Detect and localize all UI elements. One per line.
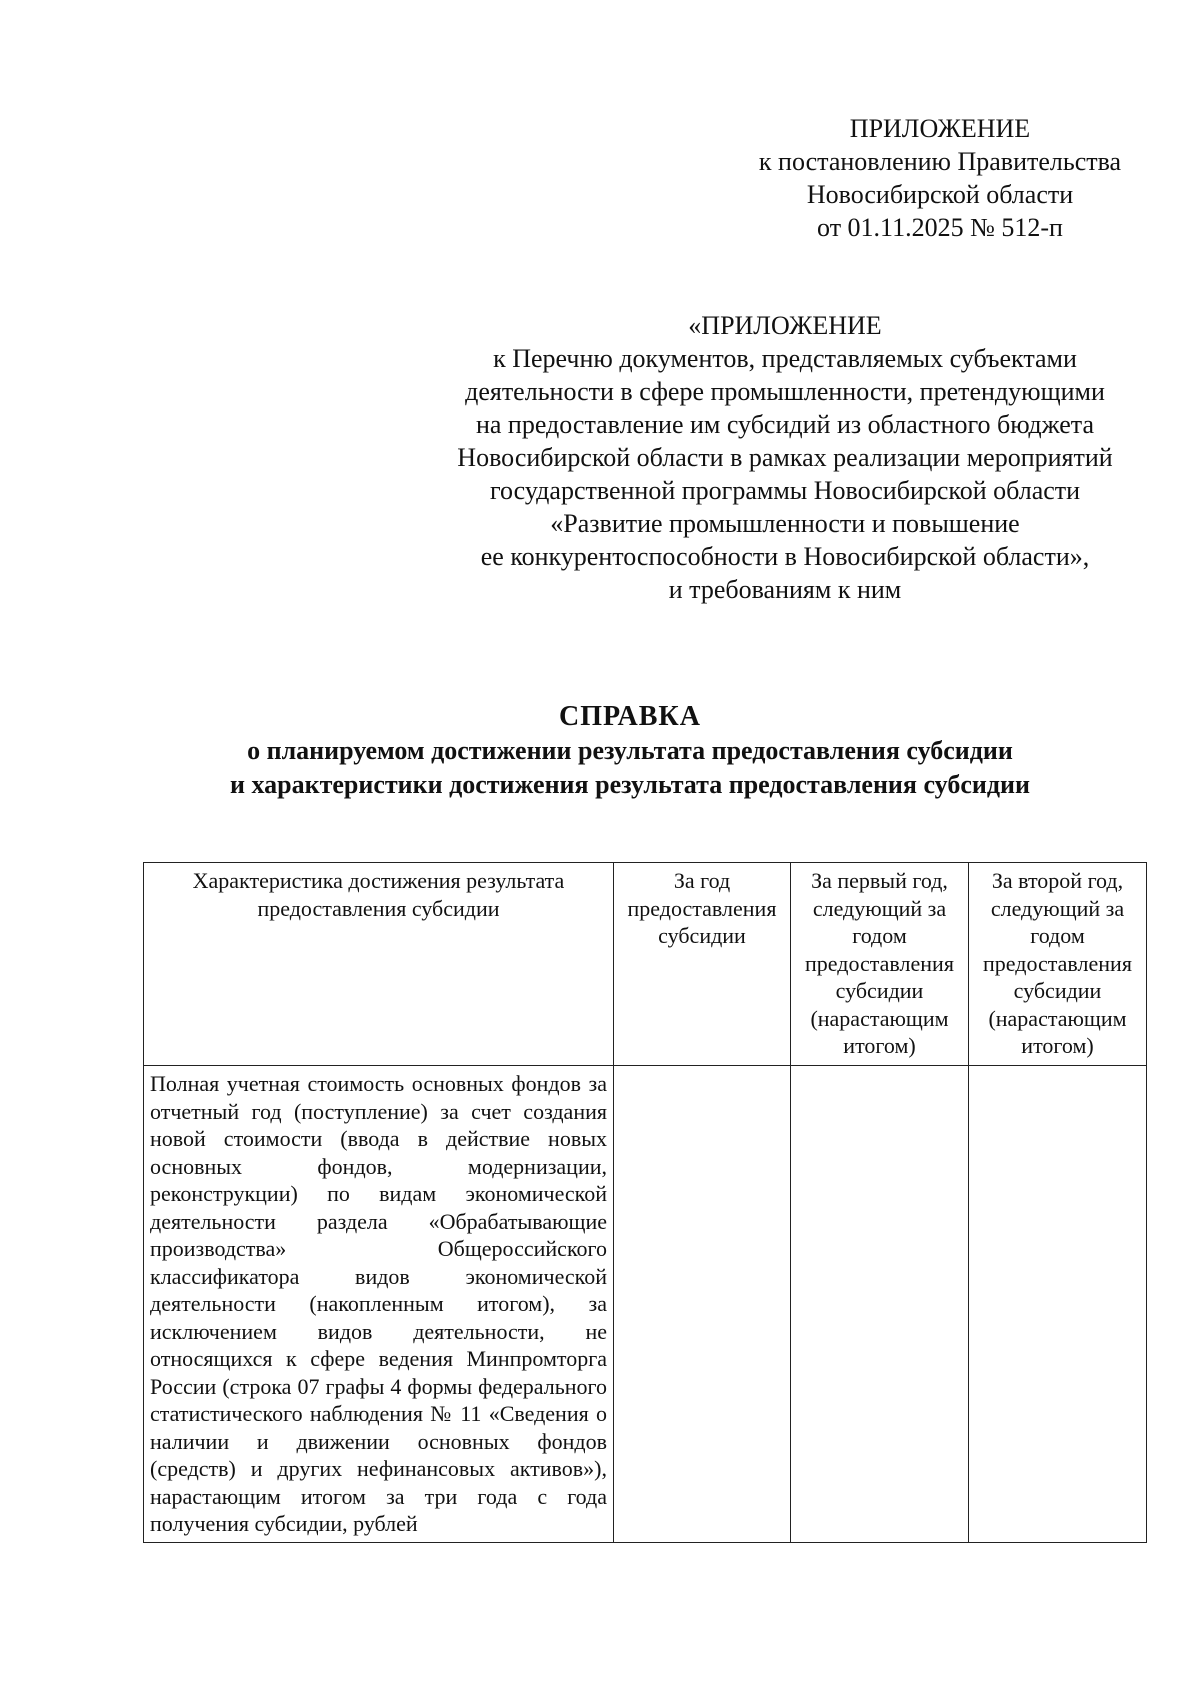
table-header-row bbox=[144, 863, 1147, 1066]
appendix-header-line: к постановлению Правительства bbox=[758, 147, 1122, 176]
row-description: Полная учетная стоимость основных фондов за отчетный год (поступление) за счет создания новой стоимости (ввода в действие новых основных фондов, модернизации, реконструкции) по видам экономической деятельности раздела «Обрабатывающие производства» Общероссийского классификатора видов экономической деятельности (накопленным итогом), за исключением видов деятельности, не относящихся к сфере ведения Минпромторга России (строка 07 графы 4 формы федерального статистического наблюдения № 11 «Сведения о наличии и движении основных фондов (средств) и других нефинансовых активов»), нарастающим итогом за три года с года получения субсидии, рублей bbox=[144, 1066, 614, 1543]
appendix-to-list-line: государственной программы Новосибирской области bbox=[489, 476, 1081, 505]
column-header-year-of-grant: За год предоставления субсидии bbox=[614, 863, 791, 1066]
title-subtitle-1: о планируемом достижении результата предоставления субсидии bbox=[247, 736, 1013, 765]
cell-year-of-grant[interactable] bbox=[614, 1066, 791, 1543]
appendix-header-date-number: от 01.11.2025 № 512-п bbox=[817, 213, 1063, 242]
appendix-to-list-line: деятельности в сфере промышленности, претендующими bbox=[465, 377, 1105, 406]
title-subtitle-2: и характеристики достижения результата предоставления субсидии bbox=[230, 770, 1030, 799]
column-header-second-year-after: За второй год, следующий за годом предоставления субсидии (нарастающим итогом) bbox=[969, 863, 1147, 1066]
appendix-to-list-line: к Перечню документов, представляемых субъектами bbox=[493, 344, 1077, 373]
appendix-to-list-line: и требованиям к ним bbox=[668, 575, 902, 604]
appendix-to-list-line: «Развитие промышленности и повышение bbox=[550, 509, 1020, 538]
column-header-characteristic: Характеристика достижения результата предоставления субсидии bbox=[144, 863, 614, 1066]
cell-first-year-after[interactable] bbox=[791, 1066, 969, 1543]
title-main: СПРАВКА bbox=[559, 701, 701, 732]
appendix-to-list-line: «ПРИЛОЖЕНИЕ bbox=[688, 311, 882, 340]
report-table bbox=[143, 862, 1147, 1543]
appendix-to-list-line: ее конкурентоспособности в Новосибирской области», bbox=[480, 542, 1090, 571]
appendix-header bbox=[720, 112, 1160, 244]
table-row bbox=[144, 1066, 1147, 1543]
appendix-to-list bbox=[410, 309, 1160, 606]
appendix-header-line: ПРИЛОЖЕНИЕ bbox=[849, 114, 1031, 143]
appendix-to-list-line: Новосибирской области в рамках реализации мероприятий bbox=[457, 443, 1113, 472]
appendix-to-list-line: на предоставление им субсидий из областного бюджета bbox=[475, 410, 1095, 439]
document-title bbox=[150, 700, 1110, 802]
column-header-first-year-after: За первый год, следующий за годом предоставления субсидии (нарастающим итогом) bbox=[791, 863, 969, 1066]
appendix-header-line: Новосибирской области bbox=[806, 180, 1074, 209]
cell-second-year-after[interactable] bbox=[969, 1066, 1147, 1543]
